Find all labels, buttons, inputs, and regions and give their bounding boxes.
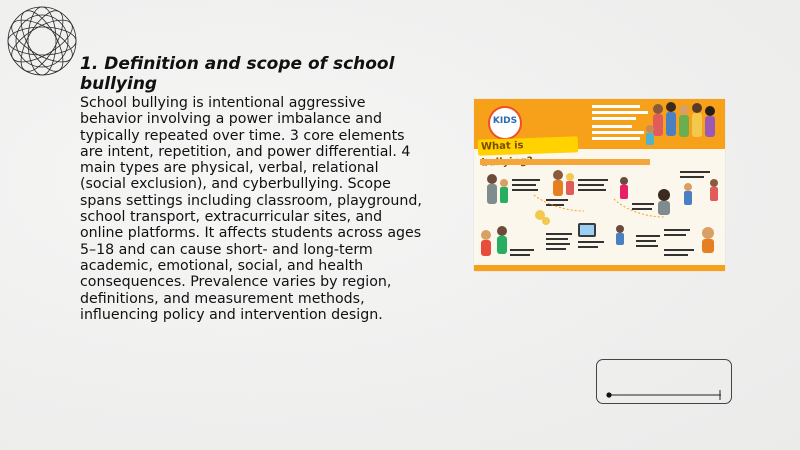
- infographic-banner: [478, 136, 578, 155]
- play-dot-icon: [606, 392, 611, 397]
- infographic-logo-text: KIDS: [492, 116, 518, 126]
- slide-title: 1. Definition and scope of school bullying: [80, 54, 395, 94]
- infographic-footer: [474, 265, 725, 271]
- bullying-infographic-image: [474, 99, 725, 271]
- infographic-subtitle-strip: [480, 159, 650, 165]
- media-progress-track[interactable]: [597, 360, 733, 405]
- infographic-illustration: [474, 99, 725, 271]
- spirograph-ornament-icon: [4, 3, 80, 79]
- slide-body-text: School bullying is intentional aggressive behavior involving a power imbalance and typically repeated over time. 3 core elements are intent, repetition, and power differential. 4 main types are physical, verbal, relational (social exclusion), and cyberbullying. Scope spans settings including classroom, playground, school transport, extracurricular sites, and online platforms. It affects students across ages 5–18 and can cause short- and long-term academic, emotional, social, and health consequences. Prevalence varies by region, definitions, and measurement methods, influencing policy and intervention design.: [80, 95, 422, 323]
- infographic-banner-text: What is: [480, 140, 524, 153]
- media-player-box[interactable]: [596, 359, 732, 404]
